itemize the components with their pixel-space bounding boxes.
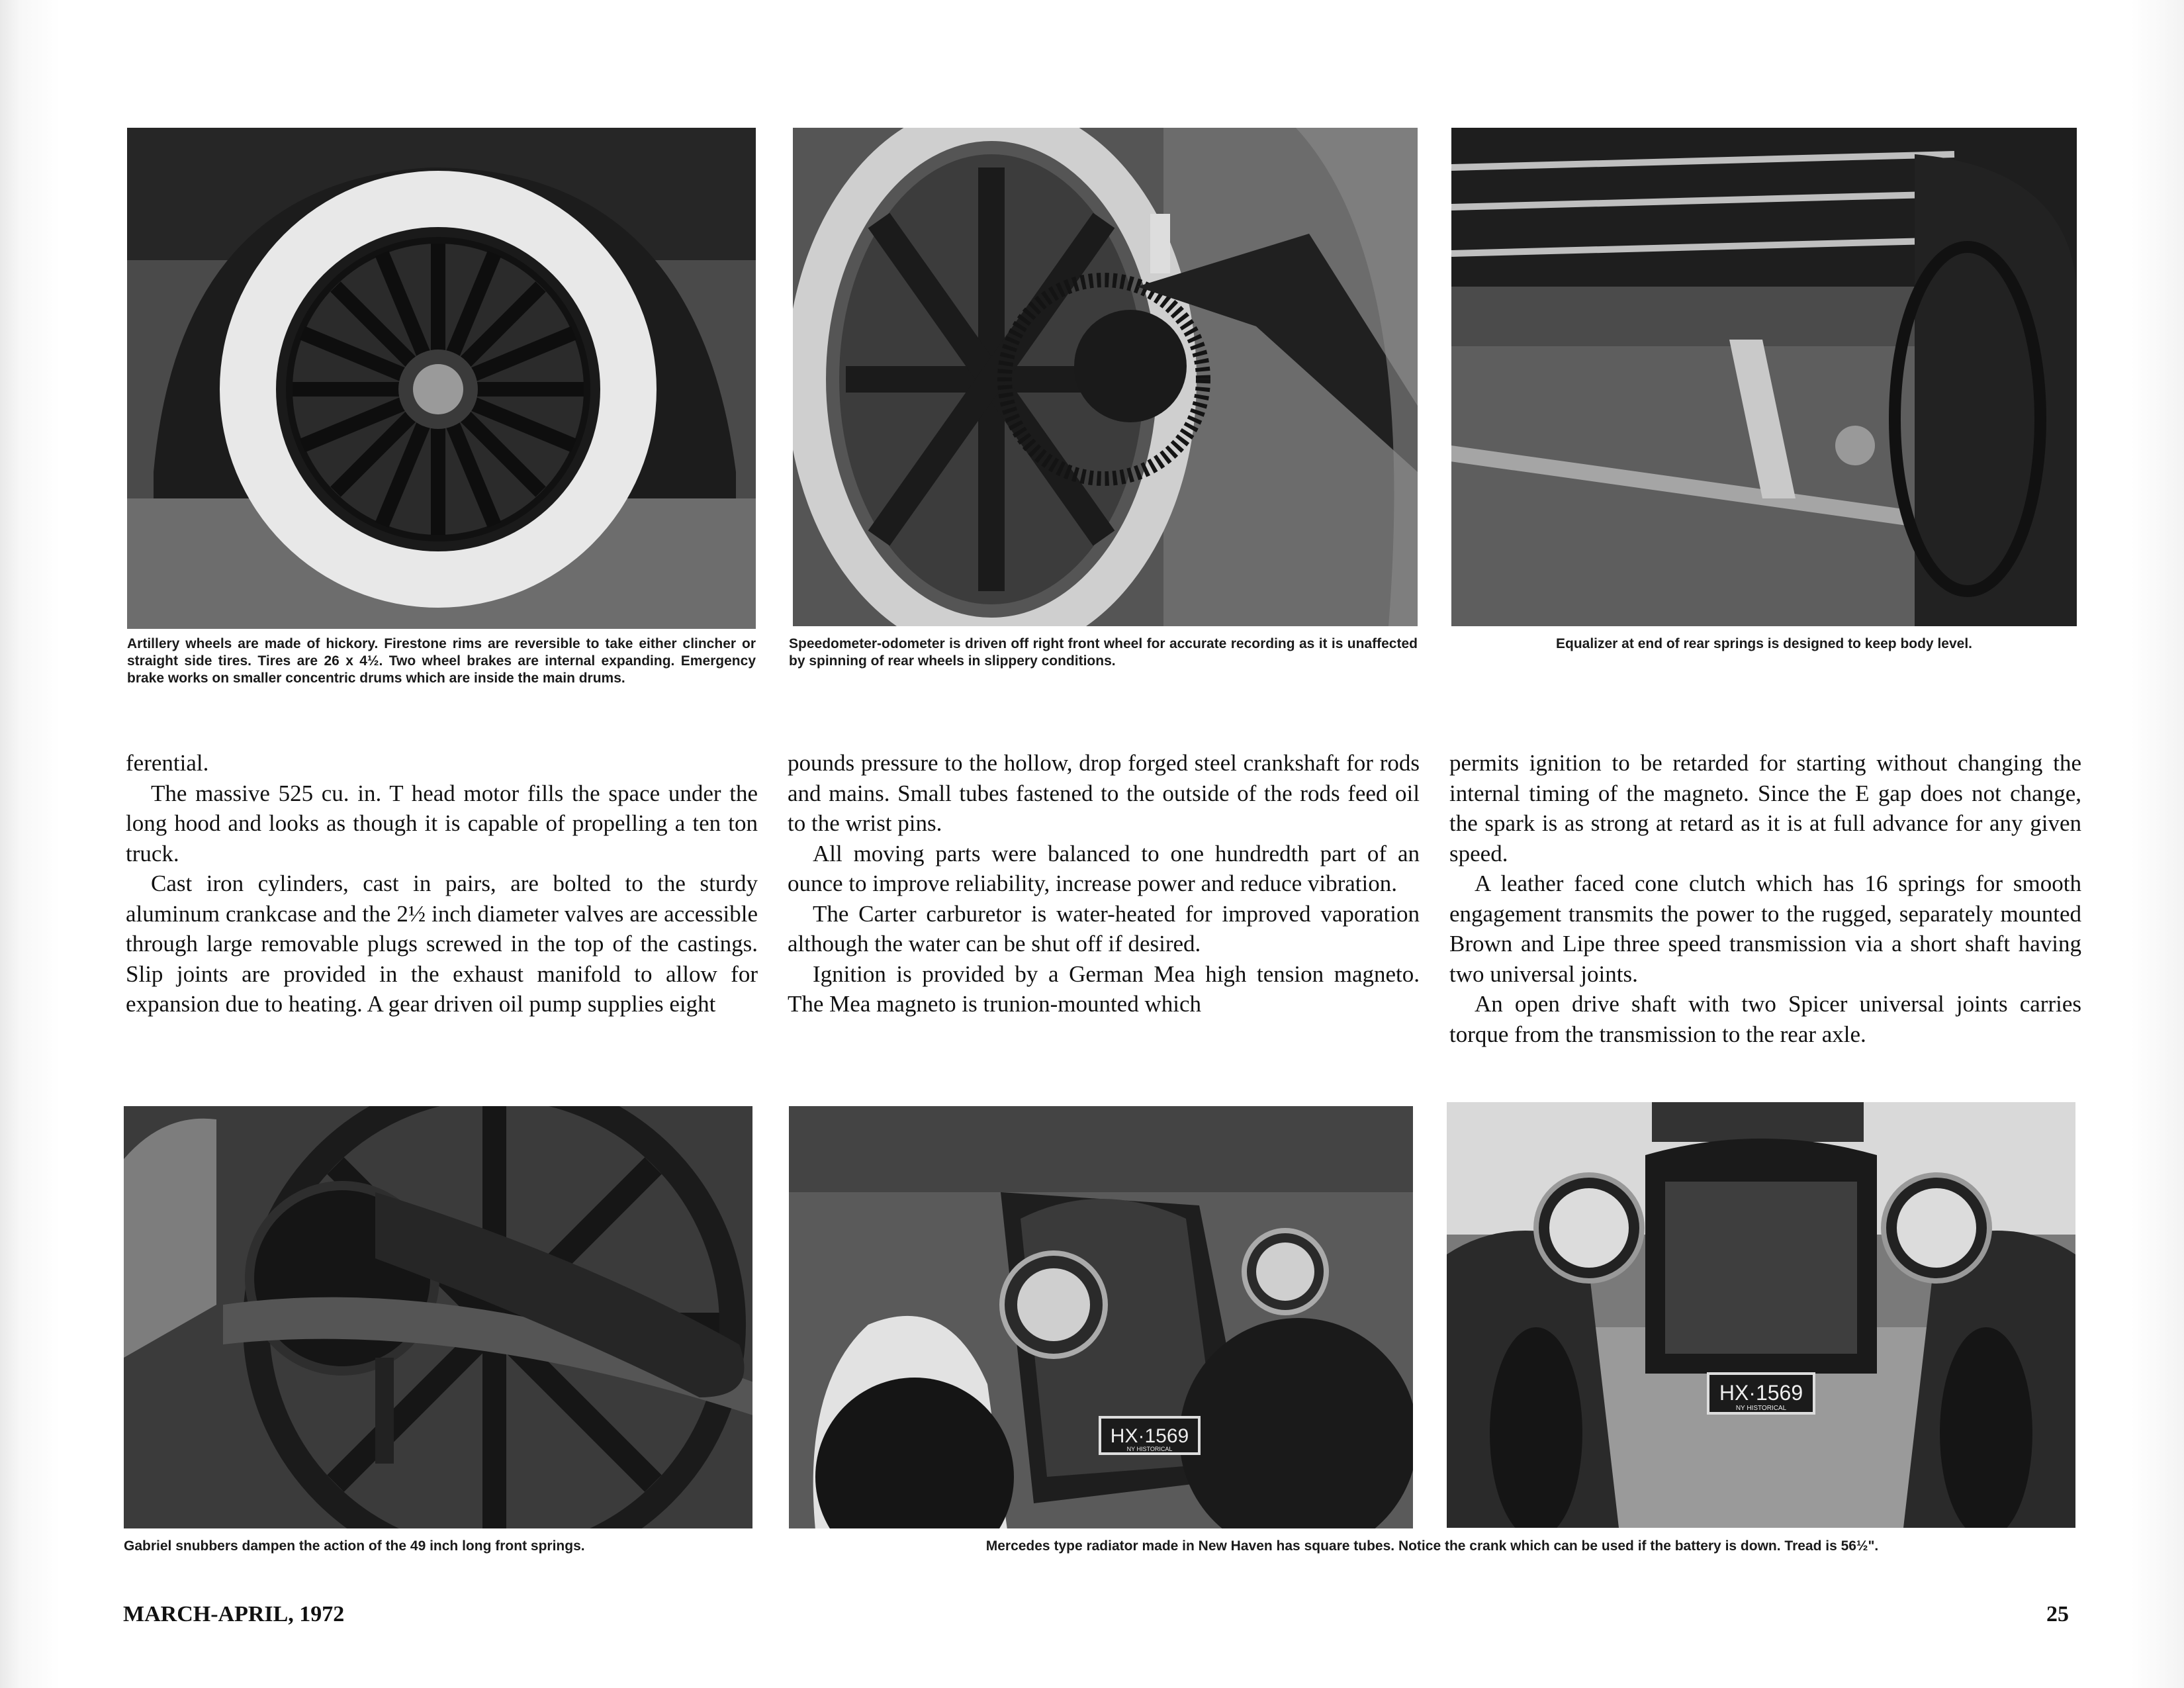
radiator-side-photo <box>789 1106 1413 1528</box>
paragraph: All moving parts were balanced to one hundredth part of an ounce to improve reliability, increase power and reduce vibration. <box>788 840 1420 896</box>
paragraph: An open drive shaft with two Spicer universal joints carries torque from the transmission to the rear axle. <box>1449 991 2081 1047</box>
paragraph: permits ignition to be retarded for starting without changing the internal timing of the magneto. Since the E gap does not change, the spark is as strong at retard as it is at full advance for any given speed. <box>1449 750 2081 867</box>
paragraph: Ignition is provided by a German Mea high tension magneto. The Mea magneto is trunion-mounted which <box>788 961 1420 1017</box>
paragraph: A leather faced cone clutch which has 16 springs for smooth engagement transmits the power to the rugged, separately mounted Brown and Lipe three speed transmission via a short shaft having two universal joints. <box>1449 870 2081 987</box>
paragraph: The massive 525 cu. in. T head motor fills the space under the long hood and looks as though it is capable of propelling a ten ton truck. <box>126 780 758 867</box>
license-plate-text: HX·1569 <box>1110 1425 1189 1447</box>
equalizer-photo <box>1451 128 2077 626</box>
article-column-2 <box>788 748 1420 1019</box>
speedometer-photo-caption: Speedometer-odometer is driven off right front wheel for accurate recording as it is unaffected by spinning of rear wheels in slippery conditions. <box>789 636 1418 669</box>
wheel-photo <box>127 128 756 629</box>
paragraph: ferential. <box>126 750 209 776</box>
paragraph: Cast iron cylinders, cast in pairs, are bolted to the sturdy aluminum crankcase and the 2½ inch diameter valves are accessible through large removable plugs screwed in the top of the castings. Slip joints are provided in the exhaust manifold to allow for expansion due to heating. A gear driven oil pump supplies eight <box>126 870 758 1017</box>
article-column-3 <box>1449 748 2081 1049</box>
equalizer-photo-caption: Equalizer at end of rear springs is designed to keep body level. <box>1555 636 1972 651</box>
paragraph: The Carter carburetor is water-heated for improved vaporation although the water can be shut off if desired. <box>788 900 1420 957</box>
radiator-photos-caption: Mercedes type radiator made in New Haven has square tubes. Notice the crank which can be used if the battery is down. Tread is 56½". <box>985 1538 1879 1554</box>
radiator-front-photo <box>1447 1102 2075 1528</box>
wheel-photo-caption: Artillery wheels are made of hickory. Firestone rims are reversible to take either clincher or straight side tires. Tires are 26 x 4½. Two wheel brakes are internal expanding. Emergency brake works on smaller concentric drums which are inside the main drums. <box>127 636 756 686</box>
article-column-1 <box>126 748 758 1019</box>
page-number: 25 <box>2046 1602 2069 1626</box>
snubber-photo <box>124 1106 752 1528</box>
paragraph: pounds pressure to the hollow, drop forged steel crankshaft for rods and mains. Small tubes fastened to the outside of the rods feed oil to the wrist pins. <box>788 750 1420 836</box>
license-plate-text: HX·1569 <box>1719 1381 1803 1405</box>
snubber-photo-caption: Gabriel snubbers dampen the action of the 49 inch long front springs. <box>124 1538 585 1554</box>
speedometer-drive-photo <box>793 128 1418 626</box>
license-plate-subtext: NY HISTORICAL <box>1735 1405 1787 1412</box>
issue-date: MARCH-APRIL, 1972 <box>123 1602 345 1626</box>
license-plate-subtext: NY HISTORICAL <box>1126 1446 1173 1452</box>
